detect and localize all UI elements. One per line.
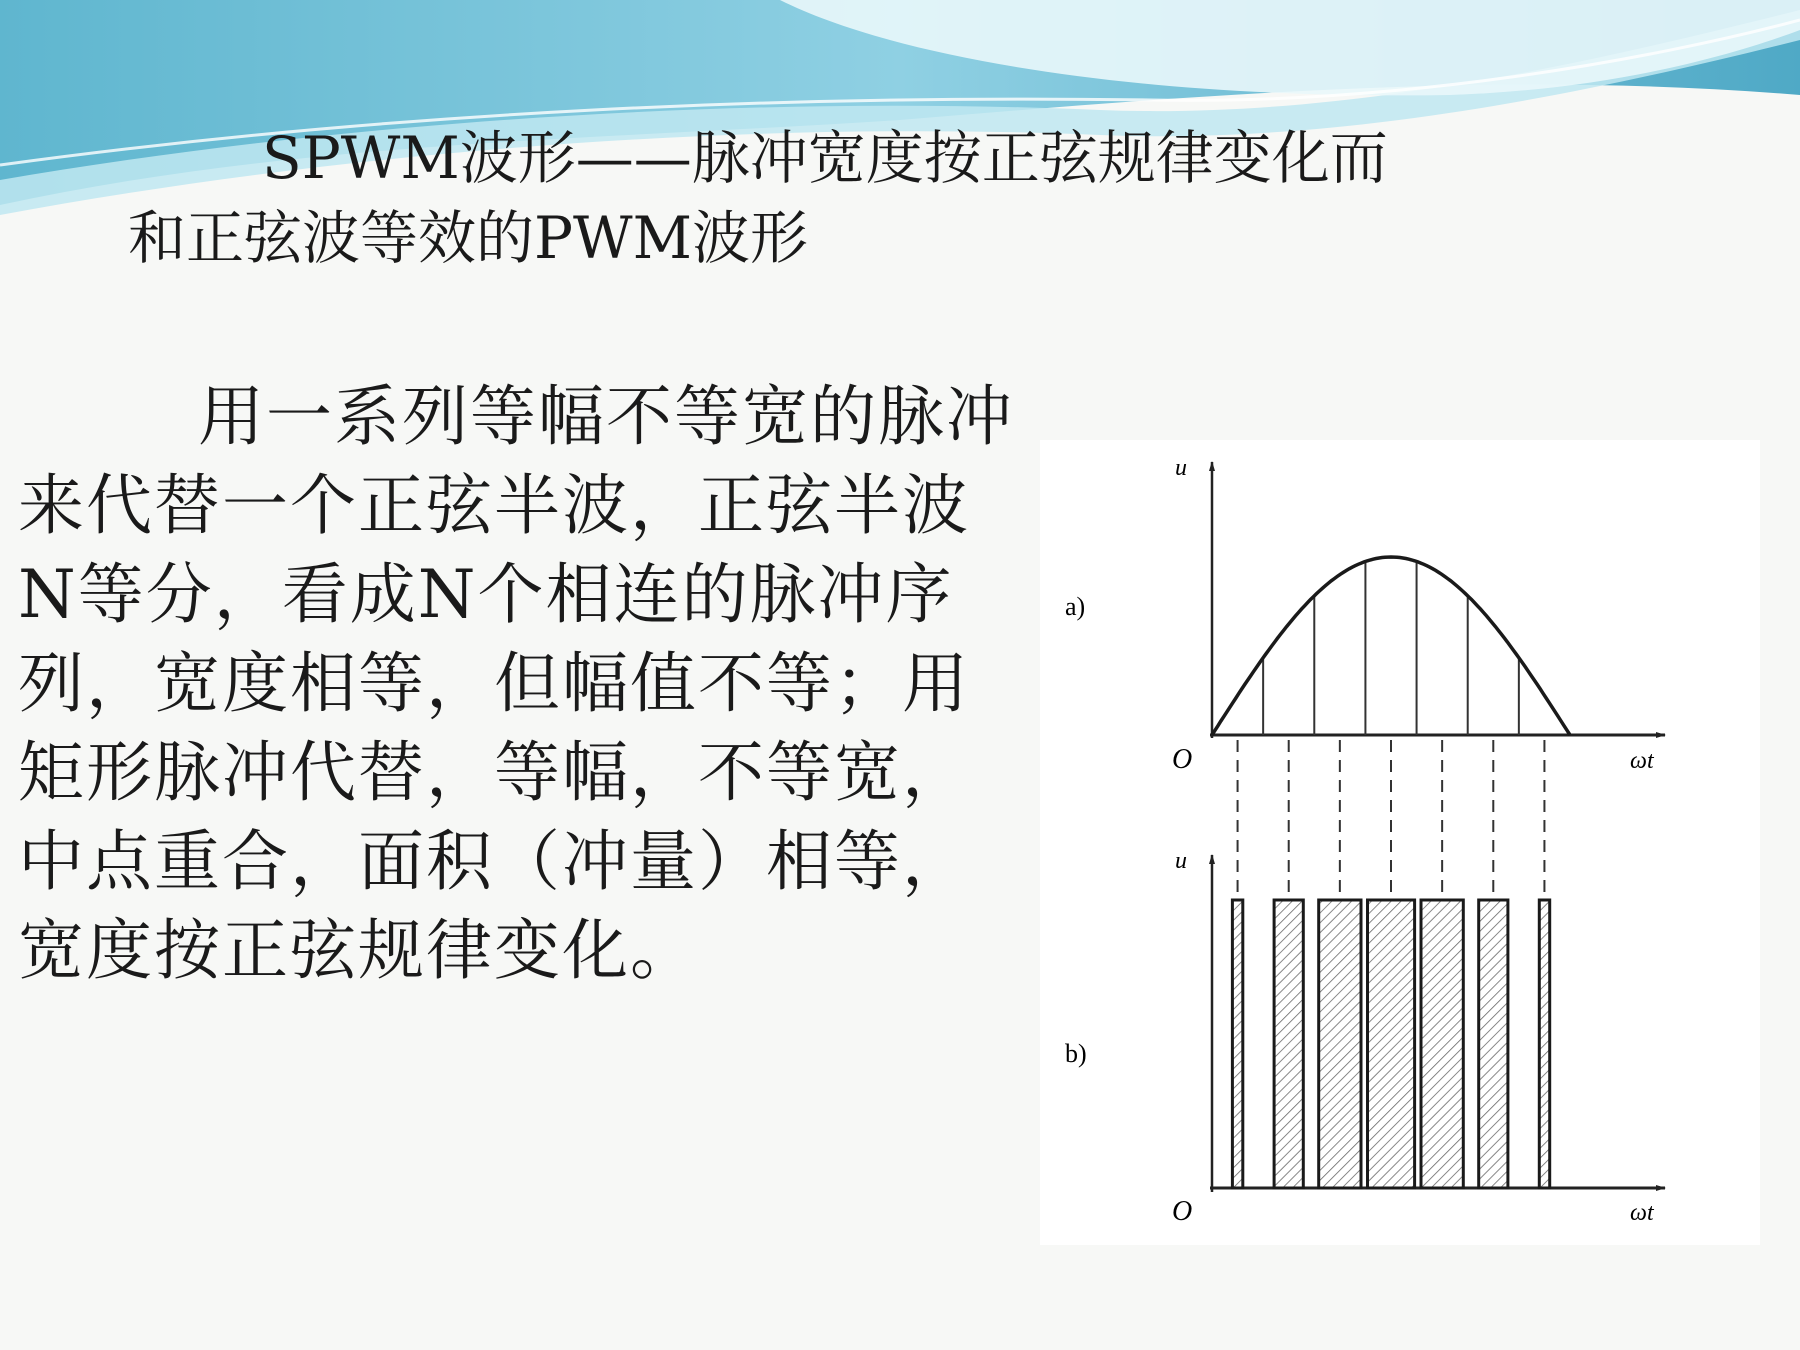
spwm-figure-panel <box>1040 440 1760 1245</box>
panel-b-x-label: ωt <box>1630 1200 1654 1226</box>
slide-title <box>0 118 1800 278</box>
panel-b-y-label: u <box>1175 848 1187 874</box>
pwm-pulse <box>1274 900 1303 1188</box>
body-paragraph <box>18 372 1028 995</box>
pwm-pulse <box>1232 900 1242 1188</box>
panel-a-origin-label: O <box>1172 744 1193 775</box>
sine-curve <box>1212 557 1570 735</box>
body-paragraph-text: 用一系列等幅不等宽的脉冲来代替一个正弦半波，正弦半波N等分，看成N个相连的脉冲序列，宽度相等，但幅值不等；用矩形脉冲代替，等幅，不等宽，中点重合，面积（冲量）相等，宽度按正弦规律变化。 <box>18 378 1014 989</box>
pwm-pulse <box>1319 900 1361 1188</box>
pwm-pulse-group <box>1232 900 1549 1188</box>
pwm-pulse <box>1368 900 1415 1188</box>
panel-a-x-label: ωt <box>1630 748 1654 774</box>
panel-b-caption: b) <box>1065 1039 1087 1068</box>
pwm-pulse <box>1539 900 1549 1188</box>
panel-b-origin-label: O <box>1172 1196 1193 1227</box>
panel-a-caption: a) <box>1065 592 1086 621</box>
sine-half-wave-group <box>1212 557 1570 735</box>
slide-title-line-1: SPWM波形——脉冲宽度按正弦规律变化而 <box>262 124 1388 192</box>
pwm-pulse <box>1421 900 1463 1188</box>
panel-a-y-label: u <box>1175 455 1187 481</box>
slide-title-line-2: 和正弦波等效的PWM波形 <box>128 204 809 272</box>
spwm-diagram <box>1040 440 1760 1245</box>
pwm-pulse <box>1479 900 1508 1188</box>
